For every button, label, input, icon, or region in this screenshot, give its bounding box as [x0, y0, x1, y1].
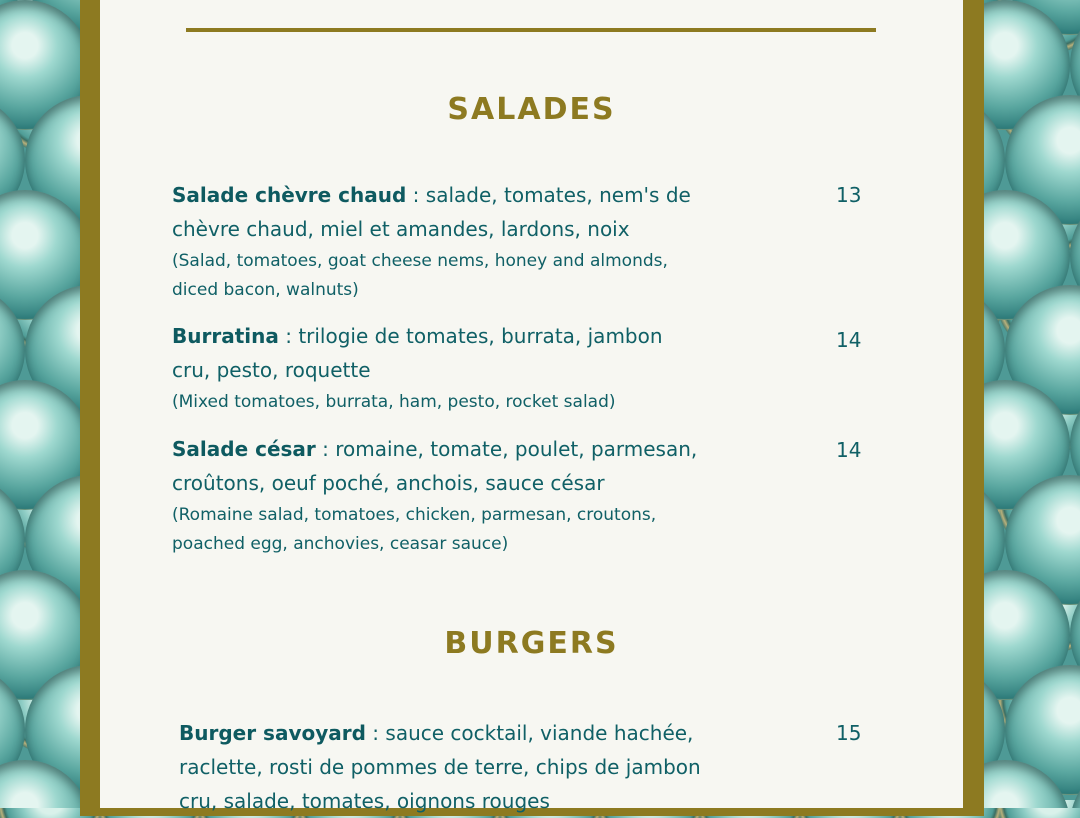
- menu-item-main: [172, 319, 702, 387]
- menu-item-name: Burger savoyard: [179, 721, 366, 745]
- menu-item-main: [179, 716, 709, 818]
- menu-item-desc: : salade, tomates, nem's de chèvre chaud, miel et amandes, lardons, noix: [172, 183, 691, 241]
- menu-item-translation: (Salad, tomatoes, goat cheese nems, honey and almonds, diced bacon, walnuts): [172, 251, 668, 300]
- menu-item-desc: : sauce cocktail, viande hachée, raclette, rosti de pommes de terre, chips de jambon cru, salade, tomates, oignons rouges: [179, 721, 701, 813]
- menu-item-burratina: [172, 319, 702, 417]
- menu-item-salade-chevre: [172, 178, 702, 305]
- menu-item-price: 14: [836, 438, 862, 462]
- menu-item-translation: (Mixed tomatoes, burrata, ham, pesto, rocket salad): [172, 392, 616, 412]
- menu-item-burger-savoyard: [179, 716, 709, 818]
- menu-item-desc: : trilogie de tomates, burrata, jambon cru, pesto, roquette: [172, 324, 663, 382]
- menu-item-main: [172, 432, 702, 500]
- menu-item-price: 14: [836, 328, 862, 352]
- menu-item-price: 15: [836, 721, 862, 745]
- right-scale-border: [980, 0, 1080, 808]
- menu-item-salade-cesar: [172, 432, 702, 559]
- menu-item-desc: : romaine, tomate, poulet, parmesan, croûtons, oeuf poché, anchois, sauce césar: [172, 437, 698, 495]
- menu-item-main: [172, 178, 702, 246]
- top-divider: [186, 28, 876, 32]
- section-title-burgers: BURGERS: [444, 626, 619, 661]
- menu-item-name: Burratina: [172, 324, 279, 348]
- menu-item-name: Salade césar: [172, 437, 316, 461]
- section-title-salades: SALADES: [447, 92, 616, 127]
- menu-item-price: 13: [836, 183, 862, 207]
- menu-item-name: Salade chèvre chaud: [172, 183, 407, 207]
- menu-item-translation: (Romaine salad, tomatoes, chicken, parmesan, croutons, poached egg, anchovies, ceasar sauce): [172, 505, 657, 554]
